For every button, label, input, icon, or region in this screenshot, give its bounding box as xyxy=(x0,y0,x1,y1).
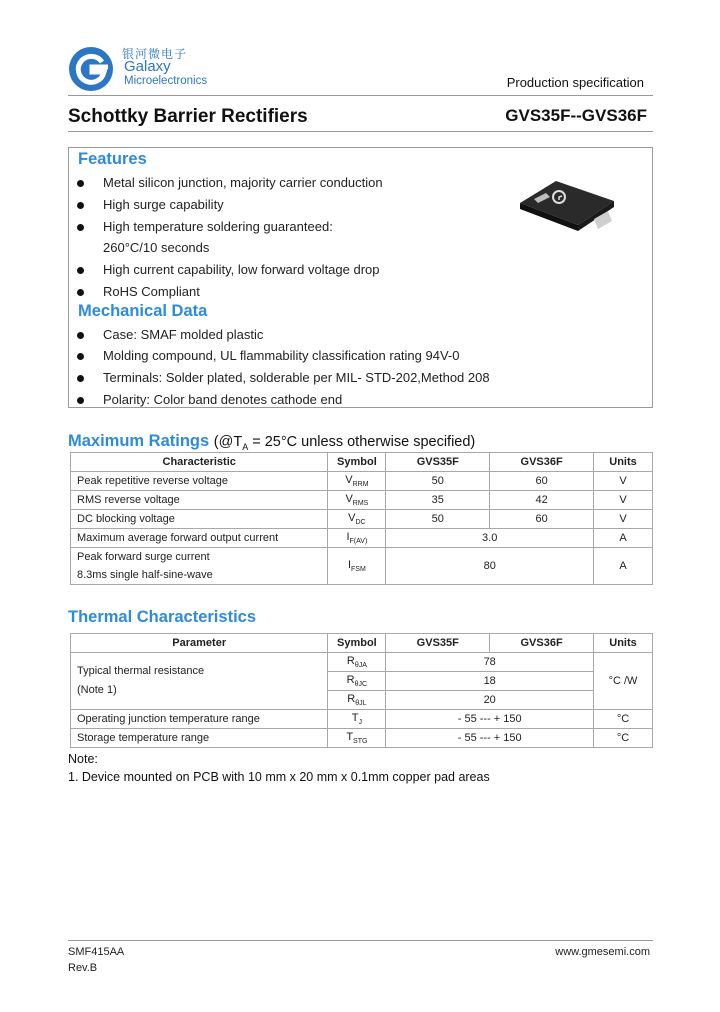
col-header: Symbol xyxy=(328,453,386,472)
col-header: GVS36F xyxy=(490,634,594,653)
mechanical-item: Polarity: Color band denotes cathode end xyxy=(103,392,342,407)
col-header: Units xyxy=(594,634,653,653)
thermal-table xyxy=(70,633,653,748)
feature-item: High temperature soldering guaranteed: xyxy=(103,219,333,234)
mechanical-item: Case: SMAF molded plastic xyxy=(103,327,263,342)
logo-subname: Microelectronics xyxy=(124,75,208,87)
table-row: Peak repetitive reverse voltage $V_{RRM}$ 50 60 V xyxy=(71,472,653,491)
features-heading: Features xyxy=(78,150,147,168)
package-image xyxy=(516,175,616,237)
mechanical-item: Terminals: Solder plated, solderable per MIL- STD-202,Method 208 xyxy=(103,370,490,385)
max-ratings-table xyxy=(70,452,653,585)
table-row: Maximum average forward output current $I_{F(AV)}$ 3.0 A xyxy=(71,529,653,548)
col-header: GVS35F xyxy=(386,453,490,472)
part-number: GVS35F--GVS36F xyxy=(505,106,647,125)
logo-chinese-name: 银河微电子 xyxy=(122,47,188,61)
production-spec-label: Production specification xyxy=(506,75,644,90)
galaxy-logo-icon xyxy=(68,46,114,92)
mechanical-heading: Mechanical Data xyxy=(78,302,208,320)
note-text: 1. Device mounted on PCB with 10 mm x 20 mm x 0.1mm copper pad areas xyxy=(68,770,490,784)
feature-item-continued: 260°C/10 seconds xyxy=(103,240,210,255)
table-row: $R_{\theta JL}$ 20 xyxy=(71,691,653,710)
header-divider xyxy=(68,95,653,96)
note-label: Note: xyxy=(68,752,98,766)
col-header: GVS36F xyxy=(490,453,594,472)
col-header: Characteristic xyxy=(71,453,328,472)
document-code: SMF415AA xyxy=(68,946,125,958)
logo-name: Galaxy xyxy=(124,58,171,75)
table-row: $R_{\theta JC}$ 18 xyxy=(71,672,653,691)
table-row: Peak forward surge current 8.3ms single half-sine-wave $I_{FSM}$ 80 A xyxy=(71,548,653,585)
col-header: Parameter xyxy=(71,634,328,653)
footer-divider xyxy=(68,940,653,941)
feature-item: High current capability, low forward voltage drop xyxy=(103,262,380,277)
table-row: DC blocking voltage $V_{DC}$ 50 60 V xyxy=(71,510,653,529)
table-row: Typical thermal resistance (Note 1) $R_{\theta JA}$ 78 °C /W xyxy=(71,653,653,672)
revision: Rev.B xyxy=(68,962,98,974)
max-ratings-title: Maximum Ratings ($@T_A = 25^\circ C$ unless otherwise specified) xyxy=(68,432,476,452)
mechanical-item: Molding compound, UL flammability classification rating 94V-0 xyxy=(103,348,459,363)
document-title: Schottky Barrier Rectifiers xyxy=(68,106,308,127)
feature-item: Metal silicon junction, majority carrier conduction xyxy=(103,175,383,190)
col-header: GVS35F xyxy=(386,634,490,653)
table-row: Storage temperature range $T_{STG}$ - 55 --- + 150 °C xyxy=(71,729,653,748)
col-header: Symbol xyxy=(328,634,386,653)
col-header: Units xyxy=(594,453,653,472)
feature-item: High surge capability xyxy=(103,197,224,212)
website-link[interactable]: www.gmesemi.com xyxy=(555,946,650,958)
title-divider xyxy=(68,131,653,132)
table-row: RMS reverse voltage $V_{RMS}$ 35 42 V xyxy=(71,491,653,510)
feature-item: RoHS Compliant xyxy=(103,284,200,299)
thermal-title: Thermal Characteristics xyxy=(68,608,257,626)
table-row: Operating junction temperature range $T_J$ - 55 --- + 150 °C xyxy=(71,710,653,729)
